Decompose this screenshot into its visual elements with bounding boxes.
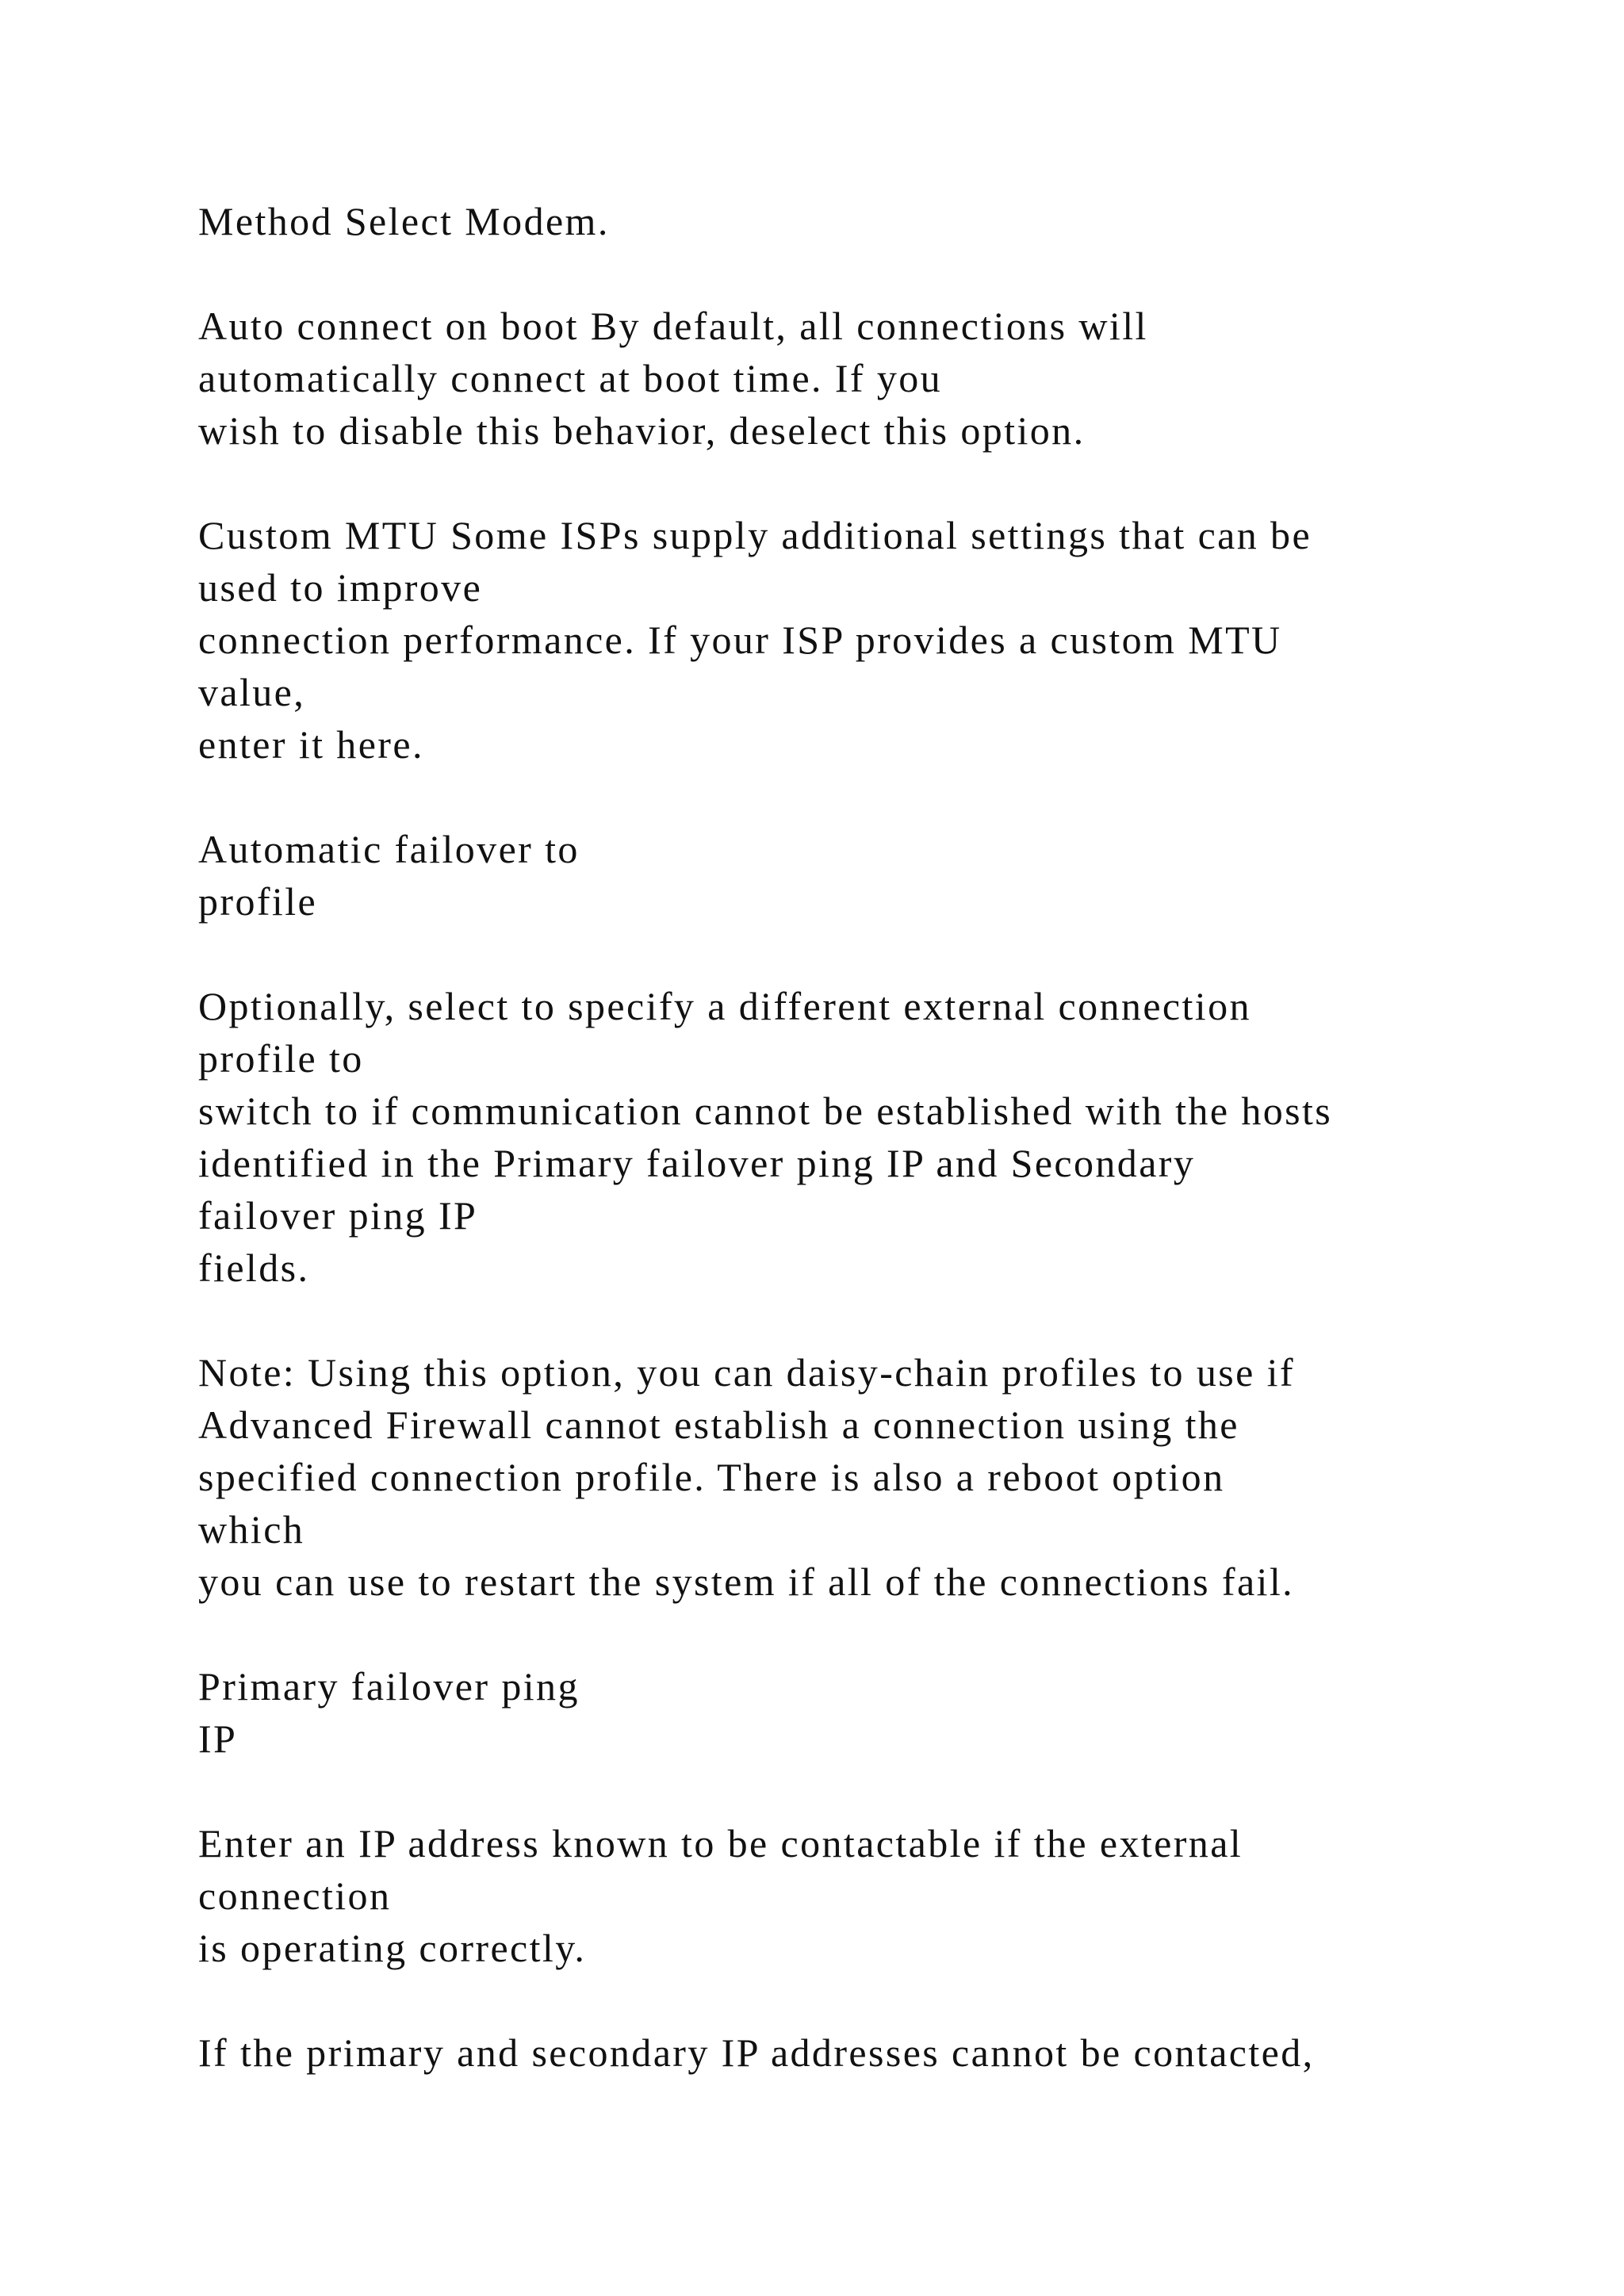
text-line: profile [198,879,318,924]
paragraph-gap [198,771,1497,823]
text-line: profile to [198,1036,364,1081]
text-line: switch to if communication cannot be established with the hosts [198,1089,1333,1133]
text-line: Primary failover ping [198,1664,580,1709]
text-line: Enter an IP address known to be contactable if the external [198,1821,1243,1866]
text-line: automatically connect at boot time. If you [198,356,943,400]
paragraph-gap [198,1974,1497,2026]
paragraph-primary-ping-heading [198,1660,1497,1765]
text-line: failover ping IP [198,1193,478,1238]
text-line: specified connection profile. There is also a reboot option [198,1455,1225,1499]
paragraph-primary-secondary [198,2026,1497,2079]
text-line: Method Select Modem. [198,199,610,243]
text-line: value, [198,670,306,714]
paragraph-automatic-failover-heading [198,823,1497,928]
text-line: identified in the Primary failover ping IP and Secondary [198,1141,1196,1185]
text-line: you can use to restart the system if all of the connections fail. [198,1559,1295,1604]
paragraph-gap [198,457,1497,509]
text-line: connection performance. If your ISP provides a custom MTU [198,618,1282,662]
paragraph-custom-mtu [198,509,1497,771]
paragraph-gap [198,1294,1497,1346]
paragraph-gap [198,1608,1497,1660]
text-line: used to improve [198,565,483,610]
paragraph-gap [198,928,1497,980]
text-line: Optionally, select to specify a different external connection [198,984,1251,1028]
text-line: Note: Using this option, you can daisy-chain profiles to use if [198,1350,1295,1395]
paragraph-note [198,1346,1497,1608]
text-line: wish to disable this behavior, deselect this option. [198,408,1086,453]
paragraph-auto-connect [198,300,1497,457]
text-line: connection [198,1873,392,1918]
paragraph-gap [198,247,1497,300]
text-line: Advanced Firewall cannot establish a connection using the [198,1402,1239,1447]
text-line: If the primary and secondary IP addresses cannot be contacted, [198,2030,1315,2075]
paragraph-failover-description [198,980,1497,1294]
text-line: enter it here. [198,722,424,767]
text-line: Automatic failover to [198,827,580,871]
paragraph-method [198,195,1497,247]
text-line: Auto connect on boot By default, all connections will [198,304,1148,348]
text-line: fields. [198,1246,310,1290]
text-line: which [198,1507,305,1552]
text-line: Custom MTU Some ISPs supply additional settings that can be [198,513,1312,557]
paragraph-gap [198,1765,1497,1817]
text-line: is operating correctly. [198,1926,587,1970]
paragraph-primary-ping-description [198,1817,1497,1974]
text-line: IP [198,1716,238,1761]
